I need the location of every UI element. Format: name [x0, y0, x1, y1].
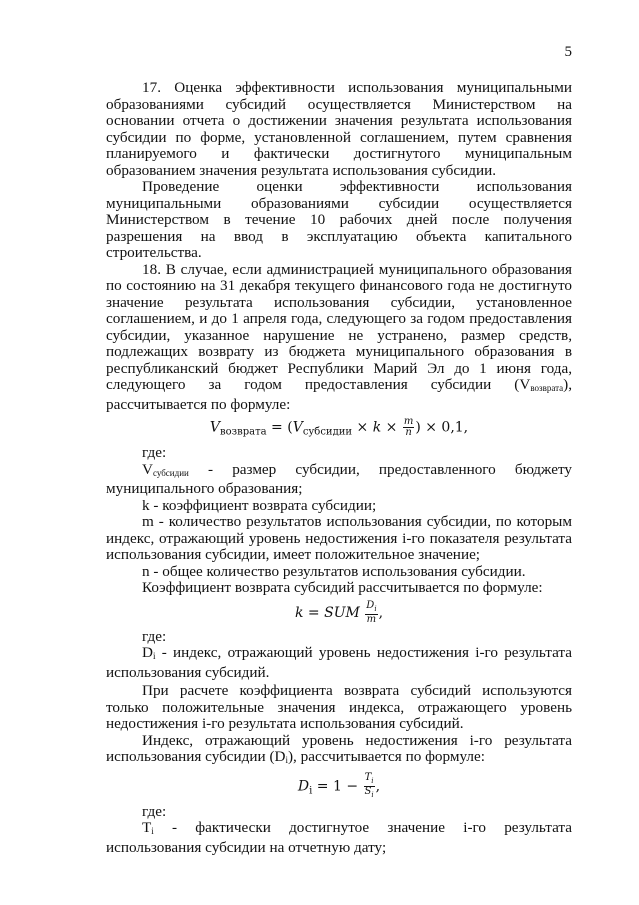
f3-tail: ,: [375, 778, 381, 794]
def-d-subscript: i: [152, 651, 156, 661]
index-subscript: i: [285, 755, 288, 765]
f1-v2-subscript: субсидии: [302, 426, 353, 438]
f2-tail: ,: [378, 604, 384, 621]
f3-denominator: [364, 787, 375, 800]
f1-numerator: m: [403, 416, 414, 427]
definition-m: m - количество результатов использования субсидии, по которым индекс, отражающий уровень недостижения i-го показателя результата использования субсидии, имеет положительное значение;: [106, 513, 572, 563]
index-text-a: Индекс, отражающий уровень недостижения i-го результата использования субсидии (D: [106, 731, 572, 765]
f1-times: × k ×: [352, 419, 402, 436]
def-v-subscript: субсидии: [152, 467, 189, 478]
f3-num-t: T: [364, 771, 372, 783]
def-t-subscript: i: [151, 826, 154, 836]
where-label-2: где:: [142, 627, 167, 645]
f1-denominator: n: [405, 427, 412, 438]
page-number: 5: [564, 44, 572, 60]
f3-fraction: [364, 773, 375, 800]
paragraph-18-subscript: возврата: [530, 383, 564, 393]
f2-fraction: [365, 601, 377, 625]
def-v-text: - размер субсидии, предоставленного бюджету муниципального образования;: [106, 460, 572, 497]
f2-denominator: m: [366, 613, 377, 625]
paragraph-calculation: При расчете коэффициента возврата субсидий используются только положительные значения индекса, отражающего уровень недостижения i-го результата использования субсидий.: [106, 682, 572, 732]
f2-numerator: [365, 601, 377, 615]
definition-n: n - общее количество результатов использования субсидии.: [142, 562, 526, 580]
where-label-3: где:: [142, 802, 167, 820]
f3-num-subscript: i: [371, 776, 374, 785]
def-t-text: - фактически достигнутое значение i-го результата использования субсидии на отчетную дату;: [106, 819, 572, 856]
definition-t: [106, 820, 572, 856]
f1-v: V: [209, 419, 220, 436]
f2-num-subscript: i: [374, 604, 377, 613]
paragraph-18-text-a: 18. В случае, если администрацией муниципального образования по состоянию на 31 декабря текущего финансового года не достигнуто значение результата использования субсидии, установленное соглашением, и до 1 апреля года, следующего за годом предоставления субсидии, указанное нарушение не устранено, размер средств, подлежащих возврату из бюджета муниципального образования в республиканский бюджет Республики Марий Эл до 1 июня года, следующего за годом предоставления субсидии (V: [106, 260, 572, 393]
paragraph-index: [106, 733, 572, 769]
document-body: [106, 80, 572, 856]
f2-num-d: D: [366, 599, 375, 611]
def-v-symbol: V: [142, 460, 153, 478]
f1-fraction: [403, 417, 414, 438]
paragraph-17-1: 17. Оценка эффективности использования муниципальными образованиями субсидий осуществляется Министерством на основании отчета о достижении значения результата использования субсидии по форме, установленной соглашением, путем сравнения планируемого и фактически достигнутого муниципальным образованием значения результата использования субсидии.: [106, 79, 572, 179]
f1-tail: ) × 0,1,: [415, 419, 469, 436]
f3-lhs-subscript: i: [309, 785, 313, 796]
index-text-b: ), рассчитывается по формуле:: [288, 748, 485, 765]
f3-den-subscript: i: [371, 790, 374, 799]
paragraph-17-2: Проведение оценки эффективности использования муниципальными образованиями субсидии осуществляется Министерством в течение 10 рабочих дней после получения разрешения на ввод в эксплуатацию объекта капитального строительства.: [106, 178, 572, 261]
f3-eq: = 1 −: [312, 778, 363, 794]
definition-v-subsidy: [106, 462, 572, 498]
f3-numerator: [364, 773, 375, 787]
definition-k: k - коэффициент возврата субсидии;: [142, 496, 377, 514]
f3-den-s: S: [364, 785, 372, 797]
formula-index: [106, 773, 572, 800]
formula-return-amount: [106, 417, 572, 441]
f1-v2: V: [292, 419, 303, 436]
def-d-text: - индекс, отражающий уровень недостижения i-го результата использования субсидий.: [106, 644, 572, 681]
f1-eq: = (: [266, 419, 293, 436]
paragraph-18: [106, 262, 572, 414]
definition-d: [106, 645, 572, 681]
f2-lhs: k = SUM: [294, 604, 365, 621]
where-label-1: где:: [142, 444, 167, 461]
coefficient-intro: Коэффициент возврата субсидий рассчитывается по формуле:: [142, 579, 543, 596]
f3-lhs: D: [297, 778, 310, 794]
def-t-symbol: T: [142, 819, 152, 836]
def-d-symbol: D: [142, 644, 153, 661]
formula-coefficient: [106, 601, 572, 625]
f1-v-subscript: возврата: [220, 426, 267, 438]
paragraph-18-text-b: ), рассчитывается по формуле:: [106, 376, 572, 413]
